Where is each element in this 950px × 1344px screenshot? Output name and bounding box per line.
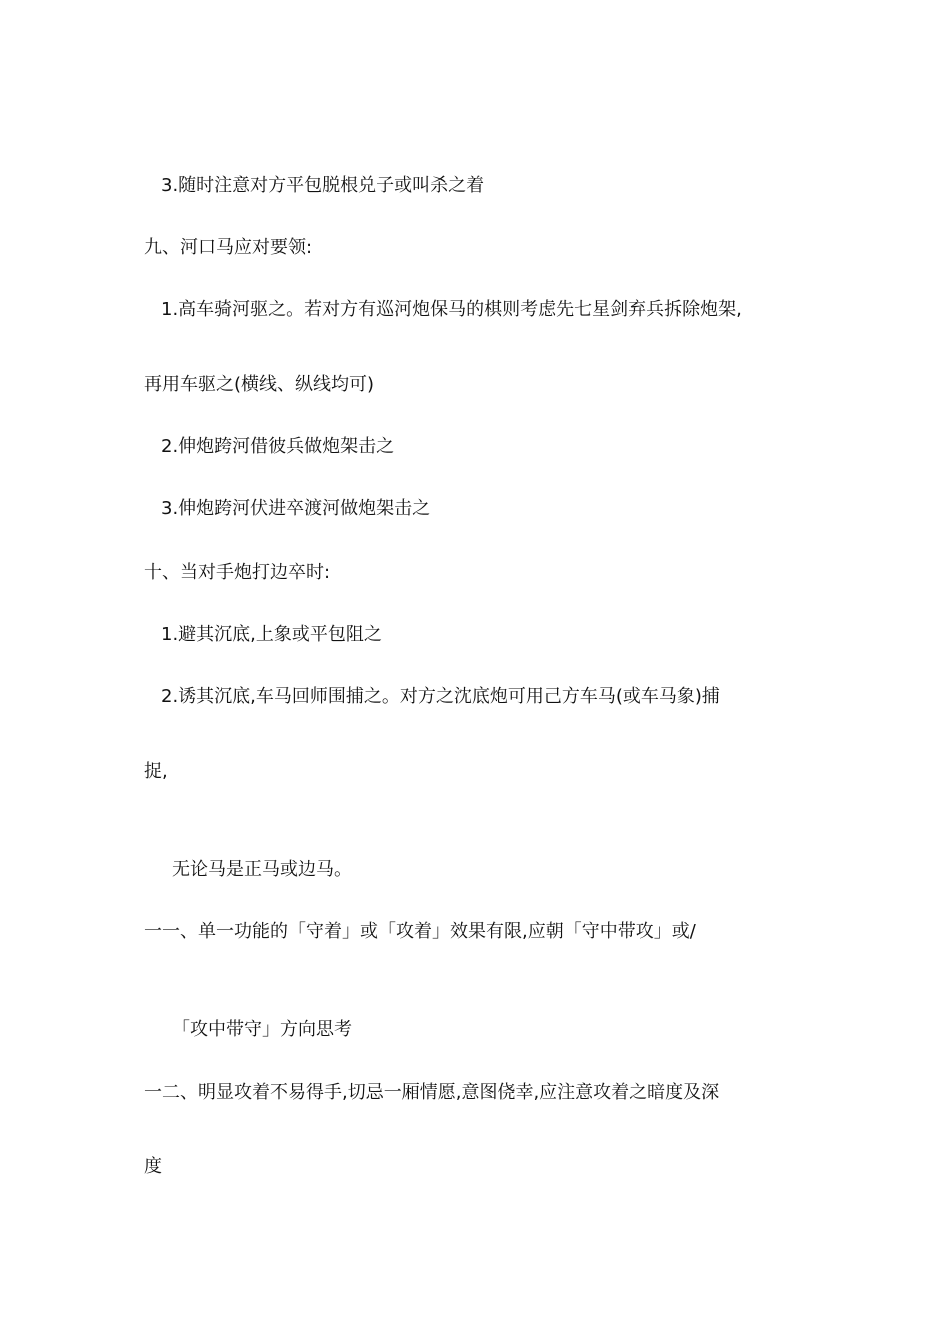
section-heading-9: 九、河口马应对要领:: [144, 237, 313, 258]
text-line-item-3b: 3.伸炮跨河伏进卒渡河做炮架击之: [161, 498, 431, 519]
section-heading-10: 十、当对手炮打边卒时:: [144, 562, 331, 583]
text-line-indented-b: 「攻中带守」方向思考: [172, 1019, 352, 1040]
text-line-item-1b: 1.避其沉底,上象或平包阻之: [161, 624, 382, 645]
text-line-item-2b: 2.诱其沉底,车马回师围捕之。对方之沈底炮可用己方车马(或车马象)捕: [161, 686, 720, 707]
text-line-indented: 无论马是正马或边马。: [172, 859, 352, 880]
text-line-continuation-b: 捉,: [144, 761, 168, 782]
text-line-item-3: 3.随时注意对方平包脱根兑子或叫杀之着: [161, 175, 485, 196]
text-line-item-1: 1.高车骑河驱之。若对方有巡河炮保马的棋则考虑先七星剑弃兵拆除炮架,: [161, 299, 742, 320]
text-line-continuation-c: 度: [144, 1156, 162, 1177]
section-heading-12: 一二、明显攻着不易得手,切忌一厢情愿,意图侥幸,应注意攻着之暗度及深: [144, 1082, 720, 1103]
text-line-continuation: 再用车驱之(横线、纵线均可): [144, 374, 375, 395]
text-line-item-2: 2.伸炮跨河借彼兵做炮架击之: [161, 436, 395, 457]
section-heading-11: 一一、单一功能的「守着」或「攻着」效果有限,应朝「守中带攻」或/: [144, 921, 696, 942]
